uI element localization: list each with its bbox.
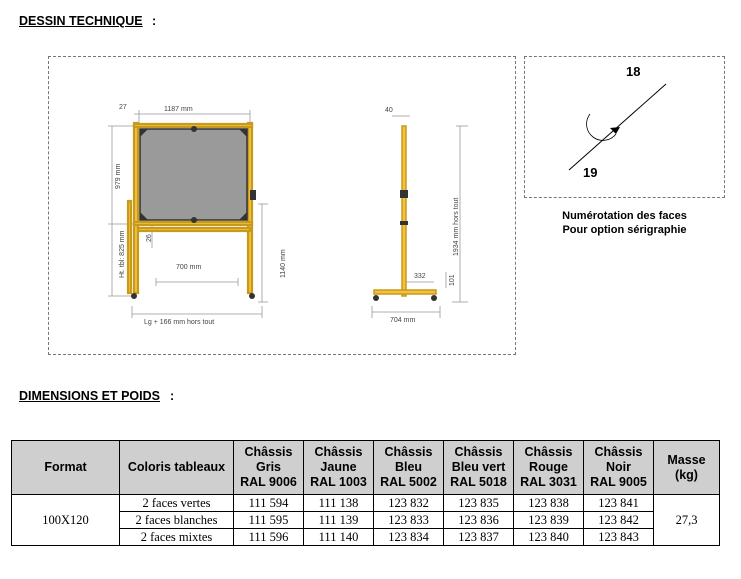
header-chassis-rouge: Châssis Rouge RAL 3031 — [514, 441, 584, 495]
dim-side-foot: 332 — [414, 273, 426, 280]
dim-front-table-height: Ht. tbl: 825 mm — [119, 230, 126, 278]
dim-front-side: 26 — [146, 234, 153, 242]
ref-cell: 123 835 — [444, 495, 514, 512]
header-format: Format — [12, 441, 120, 495]
coloris-cell: 2 faces vertes — [120, 495, 234, 512]
header-masse: Masse (kg) — [654, 441, 720, 495]
ref-cell: 123 841 — [584, 495, 654, 512]
ref-cell: 111 138 — [304, 495, 374, 512]
header-chassis-jaune: Châssis Jaune RAL 1003 — [304, 441, 374, 495]
coloris-cell: 2 faces mixtes — [120, 529, 234, 546]
dim-side-height: 1934 mm hors tout — [453, 197, 460, 256]
header-chassis-bleu: Châssis Bleu RAL 5002 — [374, 441, 444, 495]
dim-front-total-height: 1140 mm — [280, 249, 287, 278]
dim-front-width: 1187 mm — [164, 106, 193, 113]
dim-side-top: 40 — [385, 107, 393, 114]
dim-front-inner: 700 mm — [176, 264, 202, 271]
ref-cell: 123 842 — [584, 512, 654, 529]
masse-cell: 27,3 — [654, 495, 720, 546]
header-coloris: Coloris tableaux — [120, 441, 234, 495]
ref-cell: 123 833 — [374, 512, 444, 529]
ref-cell: 123 843 — [584, 529, 654, 546]
dim-front-height: 979 mm — [115, 163, 122, 189]
technical-drawing — [48, 56, 516, 355]
header-chassis-noir: Châssis Noir RAL 9005 — [584, 441, 654, 495]
ref-cell: 111 596 — [234, 529, 304, 546]
ref-cell: 111 139 — [304, 512, 374, 529]
dim-front-total-width: Lg + 166 mm hors tout — [144, 319, 215, 326]
format-cell: 100X120 — [12, 495, 120, 546]
table-row — [12, 495, 720, 512]
ref-cell: 111 595 — [234, 512, 304, 529]
coloris-cell: 2 faces blanches — [120, 512, 234, 529]
face-number-top: 18 — [626, 64, 641, 79]
header-chassis-gris: Châssis Gris RAL 9006 — [234, 441, 304, 495]
section-title-suffix: : — [152, 14, 157, 28]
ref-cell: 123 836 — [444, 512, 514, 529]
face-caption-line1: Numérotation des faces — [562, 210, 687, 222]
section-title-suffix-2: : — [170, 389, 175, 403]
header-chassis-bleu-vert: Châssis Bleu vert RAL 5018 — [444, 441, 514, 495]
dim-front-frame: 27 — [119, 104, 127, 111]
face-caption — [524, 209, 725, 237]
ref-cell: 123 840 — [514, 529, 584, 546]
ref-cell: 123 838 — [514, 495, 584, 512]
ref-cell: 111 140 — [304, 529, 374, 546]
ref-cell: 123 839 — [514, 512, 584, 529]
ref-cell: 123 834 — [374, 529, 444, 546]
dim-side-base-w: 704 mm — [390, 317, 416, 324]
ref-cell: 111 594 — [234, 495, 304, 512]
section-title-drawing: DESSIN TECHNIQUE — [19, 14, 143, 28]
ref-cell: 123 832 — [374, 495, 444, 512]
face-caption-line2: Pour option sérigraphie — [562, 224, 687, 236]
section-title-dimensions: DIMENSIONS ET POIDS — [19, 389, 160, 403]
face-number-bottom: 19 — [583, 165, 598, 180]
ref-cell: 123 837 — [444, 529, 514, 546]
face-numbering-diagram — [524, 56, 725, 198]
dim-side-base-h: 101 — [449, 274, 456, 286]
table-header-row — [12, 441, 720, 495]
dimensions-table — [11, 440, 720, 546]
